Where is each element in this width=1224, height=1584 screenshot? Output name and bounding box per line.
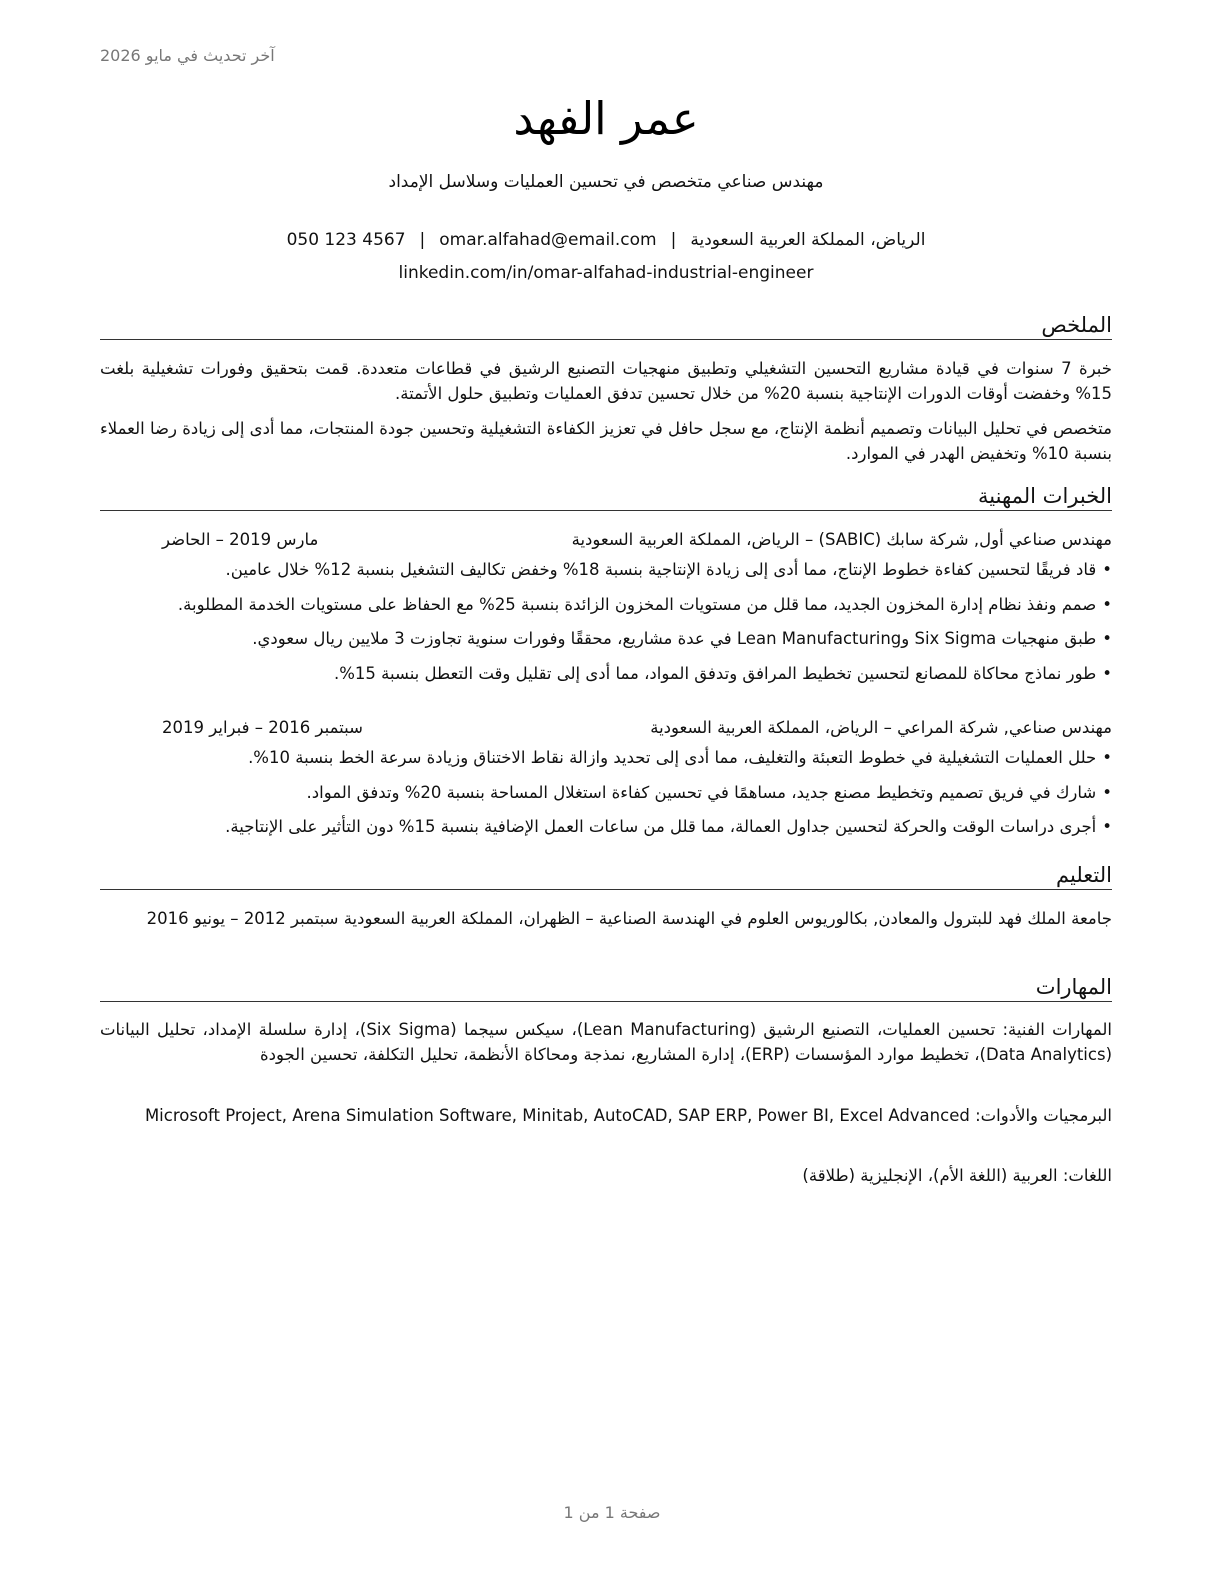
job-header: [100, 715, 1112, 741]
job-bullet: •أجرى دراسات الوقت والحركة لتحسين جداول العمالة، مما قلل من ساعات العمل الإضافية بنسبة 15% دون التأثير على الإنتاجية.: [225, 817, 1112, 836]
education-heading: التعليم: [100, 862, 1112, 890]
job-role-company: مهندس صناعي أول, شركة سابك (SABIC) – الرياض، المملكة العربية السعودية: [571, 530, 1112, 549]
job-role-company: مهندس صناعي, شركة المراعي – الرياض، المملكة العربية السعودية: [650, 718, 1112, 737]
skills-tools: البرمجيات والأدوات: Microsoft Project, Arena Simulation Software, Minitab, AutoCAD, SAP ERP, Power BI, Excel Advanced: [144, 1106, 1112, 1125]
page-number: صفحة 1 من 1: [563, 1503, 661, 1522]
job-bullet: •طور نماذج محاكاة للمصانع لتحسين تخطيط المرافق وتدفق المواد، مما أدى إلى تقليل وقت التعطل بنسبة 15%.: [333, 663, 1112, 683]
job-bullet: •حلل العمليات التشغيلية في خطوط التعبئة والتغليف، مما أدى إلى تحديد وازالة نقاط الاختناق وزيادة سرعة الخط بنسبة 10%.: [248, 748, 1112, 767]
job-header: [100, 527, 1112, 553]
job-bullets: [100, 557, 1112, 695]
job-dates: سبتمبر 2016 – فبراير 2019: [162, 718, 363, 737]
bullet-icon: •: [1102, 663, 1112, 683]
candidate-name: عمر الفهد: [513, 92, 699, 145]
job-bullet: •طبق منهجيات Six Sigma وLean Manufacturing في عدة مشاريع، محققًا وفورات سنوية تجاوزت 3 ملايين ريال سعودي.: [252, 629, 1112, 648]
contact-location: الرياض، المملكة العربية السعودية: [690, 230, 926, 250]
skills-technical: المهارات الفنية: تحسين العمليات، التصنيع الرشيق (Lean Manufacturing)، سيكس سيجما (Six Sigma)، إدارة سلسلة الإمداد، تحليل البيانات (Data Analytics)، تخطيط موارد المؤسسات (ERP)، إدارة المشاريع، نمذجة ومحاكاة الأنظمة، تحليل التكلفة، تحسين الجودة: [100, 1020, 1112, 1064]
skills-heading: المهارات: [100, 974, 1112, 1002]
bullet-icon: •: [1102, 594, 1112, 614]
skills-languages: اللغات: العربية (اللغة الأم)، الإنجليزية (طلاقة): [802, 1166, 1112, 1185]
job-bullet: •قاد فريقًا لتحسين كفاءة خطوط الإنتاج، مما أدى إلى زيادة الإنتاجية بنسبة 18% وخفض تكاليف التشغيل بنسبة 12% خلال عامين.: [225, 560, 1112, 579]
bullet-icon: •: [1102, 748, 1112, 767]
summary-heading: الملخص: [100, 312, 1112, 340]
experience-heading: الخبرات المهنية: [100, 483, 1112, 511]
bullet-icon: •: [1102, 817, 1112, 836]
contact-info: [100, 224, 1112, 290]
job-bullet: •صمم ونفذ نظام إدارة المخزون الجديد، مما قلل من مستويات المخزون الزائدة بنسبة 25% مع الحفاظ على مستويات الخدمة المطلوبة.: [177, 594, 1112, 614]
summary-paragraph: متخصص في تحليل البيانات وتصميم أنظمة الإنتاج، مع سجل حافل في تعزيز الكفاءة التشغيلية وتحسين جودة المنتجات، مما أدى إلى زيادة رضا العملاء بنسبة 10% وتخفيض الهدر في الموارد.: [100, 419, 1112, 463]
contact-linkedin[interactable]: linkedin.com/in/omar-alfahad-industrial-engineer: [398, 263, 814, 283]
job-dates: مارس 2019 – الحاضر: [162, 530, 319, 549]
professional-title: مهندس صناعي متخصص في تحسين العمليات وسلاسل الإمداد: [388, 172, 824, 192]
contact-separator: |: [670, 230, 677, 250]
bullet-icon: •: [1102, 560, 1112, 579]
contact-phone: 050 123 4567: [286, 230, 406, 250]
job-bullet: •شارك في فريق تصميم وتخطيط مصنع جديد، مساهمًا في تحسين كفاءة استغلال المساحة بنسبة 20% وتدفق المواد.: [306, 782, 1112, 802]
education-entry: جامعة الملك فهد للبترول والمعادن, بكالوريوس العلوم في الهندسة الصناعية – الظهران، المملكة العربية السعودية سبتمبر 2012 – يونيو 2016: [146, 909, 1112, 928]
bullet-icon: •: [1102, 782, 1112, 802]
bullet-icon: •: [1102, 629, 1112, 648]
contact-line: [100, 224, 1112, 257]
last-updated-note: آخر تحديث في مايو 2026: [100, 46, 275, 65]
contact-email[interactable]: omar.alfahad@email.com: [439, 230, 657, 250]
contact-separator: |: [419, 230, 426, 250]
summary-paragraph: خبرة 7 سنوات في قيادة مشاريع التحسين التشغيلي وتطبيق منهجيات التصنيع الرشيق في قطاعات متعددة. قمت بتحقيق وفورات تشغيلية بلغت 15% وخفضت أوقات الدورات الإنتاجية بنسبة 20% من خلال تحسين تدفق العمليات وتطبيق حلول الأتمتة.: [100, 359, 1112, 403]
job-bullets: [100, 745, 1112, 849]
